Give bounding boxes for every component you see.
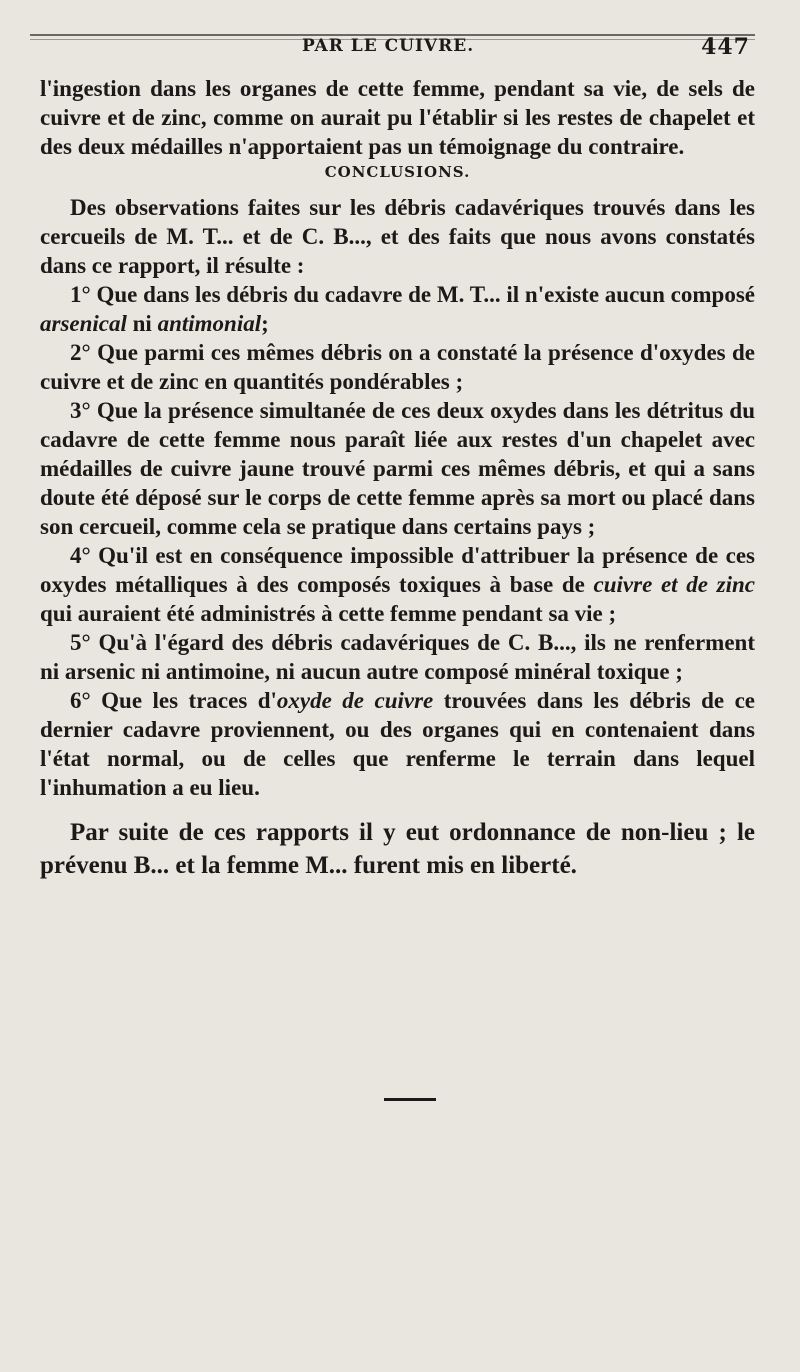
item-1-text-a: 1° Que dans les débris du cadavre de M. T... il n'existe aucun composé [70,282,755,307]
item-4-italic-1: cuivre et de zinc [593,572,755,597]
conclusions-lead: Des observations faites sur les débris cadavériques trouvés dans les cercueils de M. T... et de C. B..., et des faits que nous avons constatés dans ce rapport, il résulte : [40,195,755,278]
item-6-italic-1: oxyde de cuivre [276,688,434,713]
section-heading: CONCLUSIONS. [324,163,471,181]
running-head [40,36,750,60]
item-6-text-a: 6° Que les traces d' [70,688,277,713]
item-4-text-a: 4° Qu'il est en conséquence impossible d'attribuer la présence de ces oxydes métalliques à des composés toxiques à base de [40,543,755,597]
conclusion-item-4 [40,541,755,628]
item-1-italic-2: antimonial [157,311,262,336]
conclusion-item-1 [40,280,755,338]
item-1-italic-1: arsenical [40,311,127,336]
section-separator [384,1098,436,1101]
page-body [40,74,755,882]
conclusion-item-6 [40,686,755,802]
conclusion-item-3: 3° Que la présence simultanée de ces deux oxydes dans les détritus du cadavre de cette femme nous paraît liée aux restes d'un chapelet avec médailles de cuivre jaune trouvé parmi ces mêmes débris, et qui a sans doute été déposé sur le corps de cette femme après sa mort ou placé dans son cercueil, comme cela se pratique dans certains pays ; [40,398,755,539]
intro-paragraph: l'ingestion dans les organes de cette femme, pendant sa vie, de sels de cuivre et de zinc, comme on aurait pu l'établir si les restes de chapelet et des deux médailles n'apportaient pas un témoignage du contraire. [40,76,755,159]
running-title: PAR LE CUIVRE. [302,36,475,56]
final-paragraph: Par suite de ces rapports il y eut ordonnance de non-lieu ; le prévenu B... et la femme M... furent mis en liberté. [40,819,755,879]
conclusion-item-2: 2° Que parmi ces mêmes débris on a constaté la présence d'oxydes de cuivre et de zinc en quantités pondérables ; [40,340,755,394]
item-1-text-b: ni [126,311,158,336]
conclusion-item-5: 5° Qu'à l'égard des débris cadavériques de C. B..., ils ne renferment ni arsenic ni antimoine, ni aucun autre composé minéral toxique ; [40,630,755,684]
spacer [40,802,755,816]
page-number: 447 [701,34,750,60]
item-6-text-b: trouvées dans les débris de ce dernier cadavre proviennent, ou des organes qui en contenaient dans l'état normal, ou de celles que renferme le terrain dans lequel l'inhumation a eu lieu. [40,688,755,800]
item-1-text-c: ; [261,311,269,336]
item-4-text-b: qui auraient été administrés à cette femme pendant sa vie ; [40,601,617,626]
